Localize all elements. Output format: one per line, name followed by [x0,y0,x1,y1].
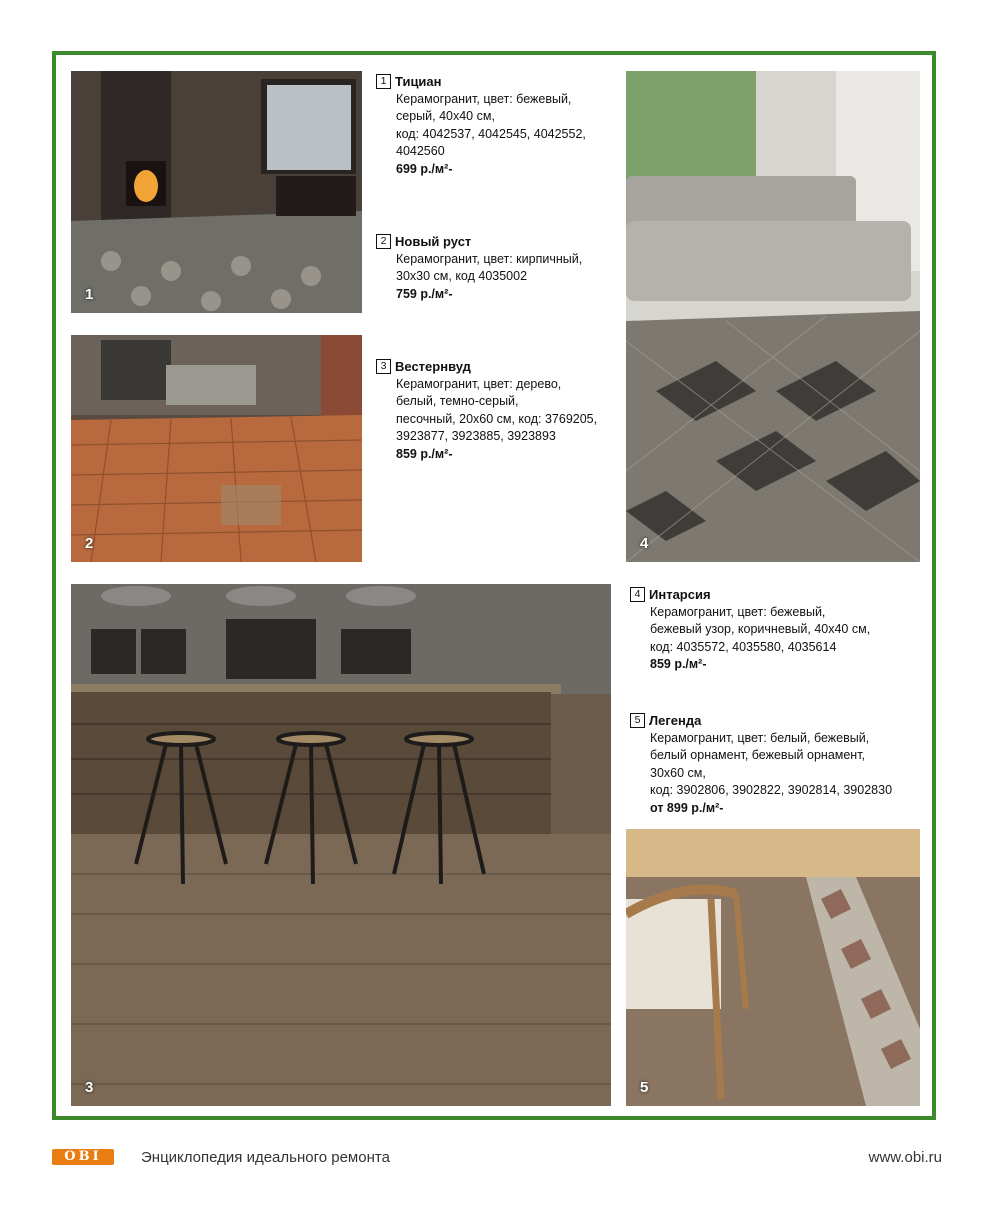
product-desc-line: белый, темно-серый, [396,394,519,409]
product-5-legenda [630,712,925,818]
product-price: 859 р./м²- [650,657,707,672]
product-desc-line: 3923877, 3923885, 3923893 [396,429,556,444]
product-price: 759 р./м²- [396,286,453,301]
product-desc-line: код: 3902806, 3902822, 3902814, 3902830 [650,783,893,798]
product-number: 4 [630,587,645,602]
product-title: Интарсия [649,587,711,602]
product-desc-line: 4042560 [396,144,445,159]
product-4-intarsia [630,586,920,674]
product-desc-line: Керамогранит, цвет: кирпичный, [396,251,583,266]
footer-tagline: Энциклопедия идеального ремонта [141,1149,390,1166]
photo-number: 5 [640,1079,649,1096]
product-title: Тициан [395,74,442,89]
photo-5-chair-ornament-floor [626,829,920,1106]
product-title: Вестернвуд [395,359,471,374]
product-2-novy-rust [376,233,606,303]
photo-number: 3 [85,1079,94,1096]
product-number: 5 [630,713,645,728]
product-desc-line: серый, 40х40 см, [396,109,495,124]
product-desc-line: 30х30 см, код 4035002 [396,269,528,284]
product-desc-line: Керамогранит, цвет: белый, бежевый, [650,730,870,745]
product-desc-line: бежевый узор, коричневый, 40х40 см, [650,622,871,637]
product-desc-line: песочный, 20х60 см, код: 3769205, [396,411,598,426]
product-desc-line: Керамогранит, цвет: дерево, [396,376,562,391]
photo-4-sofa-pattern-floor [626,71,920,562]
product-desc-line: Керамогранит, цвет: бежевый, [650,604,826,619]
product-desc-line: 30х60 см, [650,765,706,780]
photo-number: 2 [85,535,94,552]
product-desc-line: код: 4035572, 4035580, 4035614 [650,639,837,654]
photo-1-fireplace-room [71,71,362,313]
product-desc-line: код: 4042537, 4042545, 4042552, [396,126,586,141]
product-number: 2 [376,234,391,249]
photo-2-terracotta-patio [71,335,362,562]
photo-number: 4 [640,535,649,552]
product-price: от 899 р./м²- [650,800,724,815]
product-title: Новый руст [395,234,472,249]
photo-3-bar-stools [71,584,611,1106]
product-number: 1 [376,74,391,89]
product-number: 3 [376,359,391,374]
product-price: 859 р./м²- [396,446,453,461]
obi-logo: OBI [52,1149,114,1165]
product-desc-line: белый орнамент, бежевый орнамент, [650,748,866,763]
product-1-tician [376,73,606,179]
photo-number: 1 [85,286,94,303]
product-3-westernwood [376,358,616,464]
product-price: 699 р./м²- [396,161,453,176]
product-desc-line: Керамогранит, цвет: бежевый, [396,91,572,106]
product-title: Легенда [649,713,702,728]
footer-url[interactable]: www.obi.ru [868,1149,942,1166]
